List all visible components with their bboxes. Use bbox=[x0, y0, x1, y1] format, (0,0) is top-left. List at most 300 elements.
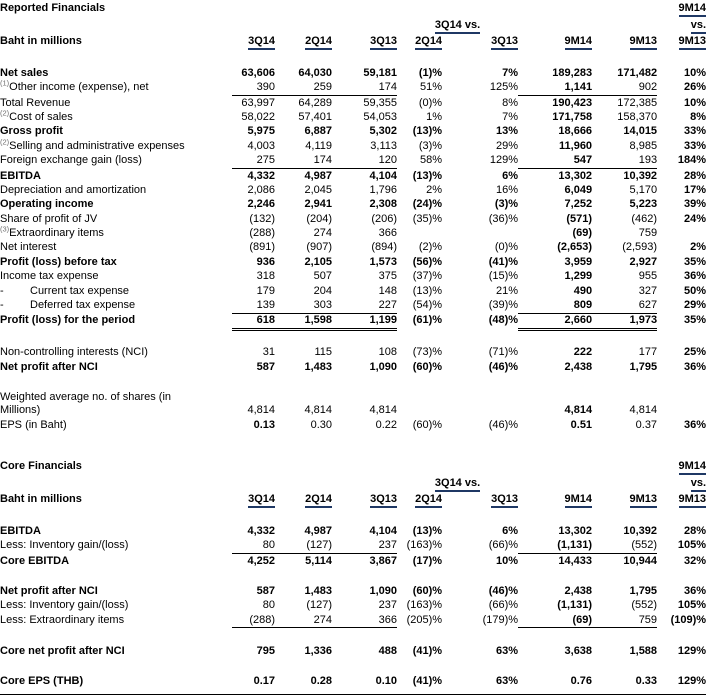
cell-2q14: 303 bbox=[275, 298, 332, 313]
cell-9m14: 2,438 bbox=[564, 360, 593, 373]
row-label-text: Operating income bbox=[0, 198, 94, 211]
cell-2q14: (127) bbox=[275, 538, 332, 553]
cell-9m14-vs-9m13: 36% bbox=[684, 418, 706, 431]
row-label-text: Core EPS (THB) bbox=[0, 675, 84, 688]
cell-2q14-vs: (17)% bbox=[412, 554, 443, 567]
col-header-9m14: 9M14 bbox=[518, 492, 592, 512]
cell-3q13-vs: 16% bbox=[496, 183, 519, 196]
cell-3q13-vs: 63% bbox=[496, 644, 519, 657]
col-header-2q14-vs: 2Q14 bbox=[397, 492, 442, 512]
cell-9m14-vs-9m13: 33% bbox=[684, 139, 706, 152]
cell-2q14: 64,030 bbox=[298, 66, 332, 79]
cell-9m13: 1,795 bbox=[629, 360, 658, 373]
cell-3q13-vs: (3)% bbox=[494, 198, 519, 211]
table-row bbox=[0, 553, 706, 568]
cell-3q14: 4,252 bbox=[247, 554, 275, 567]
footnote-marker: (2) bbox=[0, 108, 10, 118]
row-label bbox=[0, 584, 232, 598]
row-label bbox=[0, 613, 232, 628]
table-row bbox=[0, 346, 706, 360]
row-label-text: Total Revenue bbox=[0, 96, 71, 109]
cell-3q13: 174 bbox=[332, 80, 397, 95]
cell-3q14: 63,606 bbox=[241, 66, 275, 79]
cell-3q13-vs: 129% bbox=[489, 154, 519, 167]
table-row bbox=[0, 212, 706, 226]
table-row bbox=[0, 418, 706, 432]
row-label bbox=[0, 198, 232, 212]
table-row bbox=[0, 524, 706, 538]
cell-2q14-vs: (13)% bbox=[412, 125, 443, 138]
cell-2q14: 1,483 bbox=[304, 360, 332, 373]
cell-2q14: 4,119 bbox=[305, 139, 332, 152]
cell-2q14: 1,483 bbox=[304, 585, 332, 598]
cell-3q14: 318 bbox=[256, 270, 275, 283]
col-header-9m13: 9M13 bbox=[592, 492, 657, 512]
cell-2q14-vs: (37)% bbox=[412, 270, 443, 283]
cell-3q14: (288) bbox=[232, 613, 275, 628]
cell-3q13-vs: 125% bbox=[489, 81, 519, 94]
row-label-text: Profit (loss) for the period bbox=[0, 314, 136, 327]
cell-2q14-vs: (2)% bbox=[418, 241, 443, 254]
cell-9m14: (571) bbox=[566, 212, 593, 225]
row-label bbox=[0, 153, 232, 168]
table-row bbox=[0, 226, 706, 240]
cell-9m14: 3,638 bbox=[564, 644, 593, 657]
cell-9m13: 193 bbox=[592, 153, 657, 168]
compare-header-row bbox=[0, 18, 706, 34]
cell-9m13: 8,985 bbox=[629, 139, 658, 152]
row-label-text: Cost of sales bbox=[9, 110, 73, 123]
cell-9m13: 14,015 bbox=[623, 125, 658, 138]
cell-2q14-vs: (1)% bbox=[418, 66, 443, 79]
row-label-text: Core net profit after NCI bbox=[0, 644, 125, 657]
cell-3q13: 3,867 bbox=[369, 554, 397, 567]
row-label bbox=[0, 524, 232, 538]
vs-header-bottom: 9M13 bbox=[657, 492, 706, 512]
cell-3q13-vs: (71)% bbox=[488, 346, 519, 359]
cell-3q13: 5,302 bbox=[369, 125, 397, 138]
row-label bbox=[0, 418, 232, 432]
cell-3q14: 2,246 bbox=[247, 198, 275, 211]
cell-9m14-vs-9m13: 25% bbox=[684, 346, 706, 359]
row-label-text: Net sales bbox=[0, 66, 49, 79]
cell-2q14-vs: 2% bbox=[426, 183, 443, 196]
cell-3q14: 587 bbox=[256, 360, 275, 373]
cell-9m13: 5,170 bbox=[629, 183, 658, 196]
cell-2q14-vs: (60)% bbox=[412, 418, 443, 431]
cell-3q13: 237 bbox=[332, 538, 397, 553]
cell-3q14: (288) bbox=[249, 227, 275, 240]
cell-3q13-vs: (66)% bbox=[488, 599, 519, 612]
cell-2q14: 259 bbox=[275, 80, 332, 95]
cell-3q13-vs: 8% bbox=[502, 96, 519, 109]
row-label-text: Weighted average no. of shares (in Millions) bbox=[0, 391, 172, 417]
cell-9m13: 158,370 bbox=[617, 110, 658, 123]
cell-3q14: 4,332 bbox=[247, 169, 275, 182]
spacer-row bbox=[0, 628, 706, 644]
table-row bbox=[0, 125, 706, 139]
row-label bbox=[0, 139, 232, 153]
core-financials-table bbox=[0, 458, 706, 689]
cell-2q14-vs: (60)% bbox=[412, 585, 443, 598]
header-gap bbox=[0, 512, 706, 524]
cell-3q13: 4,814 bbox=[369, 404, 397, 417]
row-label bbox=[0, 269, 232, 283]
cell-9m13: 171,482 bbox=[617, 66, 658, 79]
cell-9m14-vs-9m13: (109)% bbox=[670, 613, 706, 626]
cell-9m14-vs-9m13 bbox=[657, 390, 706, 417]
row-label-text: Selling and administrative expenses bbox=[9, 139, 185, 152]
cell-2q14-vs bbox=[397, 226, 442, 240]
cell-3q13: (894) bbox=[371, 241, 397, 254]
header-gap bbox=[0, 54, 706, 66]
col-header-3q13-vs: 3Q13 bbox=[442, 34, 518, 54]
row-label bbox=[0, 644, 232, 658]
cell-9m13: (552) bbox=[592, 538, 657, 553]
cell-9m14-vs-9m13: 17% bbox=[684, 183, 706, 196]
row-label-text: Depreciation and amortization bbox=[0, 183, 147, 196]
reported-rows-body bbox=[0, 66, 706, 432]
cell-3q13-vs: 6% bbox=[502, 169, 519, 182]
cell-2q14: 115 bbox=[314, 346, 332, 359]
cell-3q13: 0.22 bbox=[375, 418, 397, 431]
cell-3q13-vs: (41)% bbox=[488, 255, 519, 268]
cell-2q14: 64,289 bbox=[298, 96, 332, 109]
row-label bbox=[0, 538, 232, 553]
cell-3q14: 4,003 bbox=[247, 139, 275, 152]
row-label bbox=[0, 553, 232, 568]
cell-2q14: 174 bbox=[275, 153, 332, 168]
cell-3q13: 375 bbox=[378, 270, 397, 283]
row-label-text: Profit (loss) before tax bbox=[0, 255, 117, 268]
cell-3q13: 59,355 bbox=[363, 96, 397, 109]
row-label bbox=[0, 110, 232, 124]
cell-3q13-vs: 7% bbox=[502, 110, 519, 123]
cell-3q13-vs: (48)% bbox=[488, 314, 519, 327]
cell-3q13: 1,573 bbox=[369, 255, 397, 268]
cell-9m14: (2,653) bbox=[557, 241, 593, 254]
cell-9m13: 955 bbox=[638, 270, 658, 283]
cell-9m13: 627 bbox=[592, 298, 657, 313]
cell-9m14-vs-9m13: 10% bbox=[684, 66, 706, 79]
table-row bbox=[0, 198, 706, 212]
cell-3q13-vs: 10% bbox=[496, 554, 519, 567]
cell-3q13-vs bbox=[442, 226, 518, 240]
core-rows-body bbox=[0, 524, 706, 689]
vs-header-mid: vs. bbox=[657, 18, 706, 34]
cell-9m14-vs-9m13: 28% bbox=[684, 524, 706, 537]
table-row bbox=[0, 255, 706, 269]
cell-2q14-vs: (41)% bbox=[412, 644, 443, 657]
cell-2q14: 274 bbox=[313, 227, 332, 240]
cell-9m14: 11,960 bbox=[559, 139, 593, 152]
cell-3q14: 275 bbox=[232, 153, 275, 168]
cell-2q14-vs: (54)% bbox=[412, 299, 443, 312]
table-row bbox=[0, 313, 706, 329]
row-label bbox=[0, 226, 232, 240]
cell-3q14: 795 bbox=[256, 644, 275, 657]
row-label bbox=[0, 212, 232, 226]
cell-2q14: 4,814 bbox=[304, 404, 332, 417]
cell-9m14: 1,299 bbox=[564, 270, 593, 283]
unit-label: Baht in millions bbox=[0, 492, 82, 505]
table-row bbox=[0, 241, 706, 255]
cell-9m14-vs-9m13: 105% bbox=[677, 599, 706, 612]
cell-3q13: 1,090 bbox=[369, 585, 397, 598]
row-label bbox=[0, 284, 232, 298]
table-row bbox=[0, 298, 706, 313]
cell-3q13: 366 bbox=[332, 613, 397, 628]
cell-9m14-vs-9m13: 36% bbox=[684, 270, 706, 283]
cell-3q13: 120 bbox=[332, 153, 397, 168]
cell-3q13-vs: (39)% bbox=[488, 299, 519, 312]
cell-9m14: 1,141 bbox=[518, 80, 592, 95]
row-label bbox=[0, 66, 232, 80]
cell-9m14-vs-9m13: 35% bbox=[684, 255, 706, 268]
section-title-row bbox=[0, 0, 706, 18]
col-header-3q13: 3Q13 bbox=[332, 492, 397, 512]
cell-3q14: 5,975 bbox=[247, 125, 275, 138]
cell-9m13: 10,944 bbox=[623, 554, 658, 567]
row-label-text: Non-controlling interests (NCI) bbox=[0, 346, 148, 359]
cell-9m13: (462) bbox=[631, 212, 658, 225]
cell-3q13: 4,104 bbox=[369, 169, 397, 182]
cell-2q14-vs: (35)% bbox=[412, 212, 443, 225]
row-label-text: Other income (expense), net bbox=[9, 81, 149, 94]
cell-2q14-vs: (73)% bbox=[412, 346, 443, 359]
table-row bbox=[0, 538, 706, 553]
cell-9m14: (69) bbox=[572, 227, 593, 240]
cell-9m14: 18,666 bbox=[558, 125, 593, 138]
cell-9m14: (1,131) bbox=[557, 599, 593, 612]
cell-9m13: 2,927 bbox=[629, 255, 658, 268]
cell-2q14-vs: 1% bbox=[426, 110, 443, 123]
cell-3q13-vs: 63% bbox=[496, 675, 519, 688]
cell-9m13: 1,973 bbox=[592, 313, 657, 329]
cell-9m14: 2,660 bbox=[518, 313, 592, 329]
table-row bbox=[0, 360, 706, 374]
col-header-3q13: 3Q13 bbox=[332, 34, 397, 54]
cell-3q13: 227 bbox=[332, 298, 397, 313]
cell-3q13: 488 bbox=[378, 644, 397, 657]
spacer-row bbox=[0, 658, 706, 674]
cell-2q14: 507 bbox=[313, 270, 332, 283]
cell-2q14-vs: (41)% bbox=[412, 675, 443, 688]
cell-9m14: 0.76 bbox=[570, 675, 593, 688]
row-label bbox=[0, 298, 232, 313]
cell-3q13: 2,308 bbox=[369, 198, 397, 211]
cell-2q14: 5,114 bbox=[305, 554, 332, 567]
cell-9m14-vs-9m13: 29% bbox=[684, 299, 706, 312]
table-row bbox=[0, 674, 706, 688]
row-label-text: Share of profit of JV bbox=[0, 212, 98, 225]
cell-3q14: 63,997 bbox=[241, 96, 275, 109]
cell-2q14-vs: (13)% bbox=[412, 284, 443, 297]
section-title: Reported Financials bbox=[0, 2, 106, 14]
row-label-text: Less: Extraordinary items bbox=[0, 613, 125, 626]
cell-2q14-vs: (163)% bbox=[406, 599, 443, 612]
cell-3q13: 0.10 bbox=[375, 675, 397, 688]
column-header-row bbox=[0, 34, 706, 54]
cell-3q13-vs: (46)% bbox=[488, 418, 519, 431]
cell-9m13: 1,795 bbox=[629, 585, 658, 598]
cell-2q14: 2,045 bbox=[304, 183, 332, 196]
cell-9m14-vs-9m13: 35% bbox=[684, 314, 706, 327]
vs-header-top: 9M14 bbox=[657, 0, 706, 18]
cell-3q14: 4,814 bbox=[247, 404, 275, 417]
row-label-text: Deferred tax expense bbox=[30, 299, 136, 312]
cell-9m14-vs-9m13 bbox=[657, 226, 706, 240]
cell-3q13-vs: 7% bbox=[502, 66, 519, 79]
cell-3q13: 3,113 bbox=[370, 139, 397, 152]
cell-3q14: 390 bbox=[232, 80, 275, 95]
cell-3q14: 0.17 bbox=[253, 675, 275, 688]
cell-3q14: 80 bbox=[232, 538, 275, 553]
row-label-text: Net profit after NCI bbox=[0, 585, 98, 598]
cell-9m14: 14,433 bbox=[558, 554, 593, 567]
cell-3q13: 1,796 bbox=[369, 183, 397, 196]
cell-2q14: (127) bbox=[306, 599, 332, 612]
cell-9m14: 2,438 bbox=[564, 585, 593, 598]
cell-9m14-vs-9m13: 8% bbox=[690, 110, 706, 123]
cell-2q14-vs: (13)% bbox=[412, 524, 443, 537]
row-label bbox=[0, 168, 232, 183]
cell-3q13: 237 bbox=[378, 599, 397, 612]
table-row bbox=[0, 168, 706, 183]
dash-bullet: - bbox=[0, 299, 4, 312]
col-header-2q14-vs: 2Q14 bbox=[397, 34, 442, 54]
cell-9m14-vs-9m13: 26% bbox=[684, 81, 706, 94]
row-label bbox=[0, 125, 232, 139]
cell-2q14: 2,941 bbox=[304, 198, 332, 211]
table-row bbox=[0, 584, 706, 598]
cell-2q14: 274 bbox=[275, 613, 332, 628]
cell-9m13: 902 bbox=[592, 80, 657, 95]
table-row bbox=[0, 110, 706, 124]
cell-9m13: 4,814 bbox=[629, 404, 658, 417]
cell-9m14-vs-9m13: 28% bbox=[684, 169, 706, 182]
cell-3q14: (132) bbox=[249, 212, 275, 225]
row-label-text: EBITDA bbox=[0, 169, 41, 182]
row-label-text: Net interest bbox=[0, 241, 57, 254]
cell-2q14: 0.28 bbox=[310, 675, 332, 688]
cell-3q13: 1,199 bbox=[332, 313, 397, 329]
cell-9m14-vs-9m13: 184% bbox=[677, 154, 706, 167]
footnote-marker: (1) bbox=[0, 78, 10, 88]
cell-3q13-vs: (66)% bbox=[488, 539, 519, 552]
row-label bbox=[0, 346, 232, 360]
cell-3q14: 2,086 bbox=[247, 183, 275, 196]
row-label bbox=[0, 80, 232, 95]
cell-9m14-vs-9m13: 32% bbox=[684, 554, 706, 567]
dash-bullet: - bbox=[0, 284, 4, 297]
column-header-row bbox=[0, 492, 706, 512]
cell-3q13: 366 bbox=[378, 227, 397, 240]
row-label-text: Foreign exchange gain (loss) bbox=[0, 154, 142, 167]
unit-label: Baht in millions bbox=[0, 34, 82, 47]
cell-9m14: (1,131) bbox=[518, 538, 592, 553]
cell-3q13-vs: 13% bbox=[496, 125, 519, 138]
cell-3q13: 1,090 bbox=[369, 360, 397, 373]
cell-9m14: 190,423 bbox=[552, 96, 593, 109]
row-label-text: Income tax expense bbox=[0, 270, 99, 283]
cell-3q13: 108 bbox=[378, 346, 397, 359]
table-row bbox=[0, 269, 706, 283]
cell-9m14-vs-9m13: 10% bbox=[684, 96, 706, 109]
cell-3q14: 936 bbox=[256, 255, 275, 268]
cell-3q13: (206) bbox=[371, 212, 397, 225]
row-label-text: Gross profit bbox=[0, 125, 63, 138]
row-label bbox=[0, 95, 232, 110]
col-header-3q13-vs: 3Q13 bbox=[442, 492, 518, 512]
cell-9m14: 7,252 bbox=[564, 198, 593, 211]
cell-9m14-vs-9m13: 36% bbox=[684, 585, 706, 598]
row-label-text: Extraordinary items bbox=[9, 227, 104, 240]
spacer-row bbox=[0, 374, 706, 390]
col-header-2q14: 2Q14 bbox=[275, 492, 332, 512]
table-row bbox=[0, 284, 706, 298]
table-row bbox=[0, 153, 706, 168]
col-header-9m14: 9M14 bbox=[518, 34, 592, 54]
cell-9m14-vs-9m13: 2% bbox=[690, 241, 706, 254]
table-row bbox=[0, 644, 706, 658]
cell-3q13: 148 bbox=[378, 284, 397, 297]
cell-2q14-vs: (60)% bbox=[412, 360, 443, 373]
cell-3q13: 59,181 bbox=[363, 66, 397, 79]
cell-2q14: 6,887 bbox=[304, 125, 332, 138]
cell-9m14-vs-9m13: 105% bbox=[677, 539, 706, 552]
vs-header-top: 9M14 bbox=[657, 458, 706, 476]
cell-2q14: (204) bbox=[306, 212, 332, 225]
table-row bbox=[0, 183, 706, 197]
cell-2q14-vs: (3)% bbox=[418, 139, 443, 152]
row-label-text: EBITDA bbox=[0, 524, 41, 537]
row-label-text: EPS (in Baht) bbox=[0, 418, 67, 431]
cell-9m14-vs-9m13: 33% bbox=[684, 125, 706, 138]
cell-2q14: 1,598 bbox=[275, 313, 332, 329]
cell-3q13-vs: 21% bbox=[496, 284, 519, 297]
cell-9m14-vs-9m13: 36% bbox=[684, 360, 706, 373]
cell-2q14-vs bbox=[397, 390, 442, 417]
section-title-row bbox=[0, 458, 706, 476]
cell-3q14: 4,332 bbox=[247, 524, 275, 537]
cell-9m14-vs-9m13: 129% bbox=[677, 675, 706, 688]
compare-header-row bbox=[0, 476, 706, 492]
col-header-2q14: 2Q14 bbox=[275, 34, 332, 54]
row-label bbox=[0, 599, 232, 613]
cell-9m13: 759 bbox=[592, 613, 657, 628]
cell-3q13-vs: 6% bbox=[502, 524, 519, 537]
cell-9m14-vs-9m13: 24% bbox=[684, 212, 706, 225]
cell-2q14: 0.30 bbox=[310, 418, 332, 431]
table-row bbox=[0, 66, 706, 80]
cell-9m13: 5,223 bbox=[629, 198, 658, 211]
cell-2q14: (907) bbox=[306, 241, 332, 254]
row-label-text: Net profit after NCI bbox=[0, 360, 98, 373]
cell-3q13: 4,104 bbox=[369, 524, 397, 537]
cell-3q14: 179 bbox=[256, 284, 275, 297]
row-label bbox=[0, 241, 232, 255]
cell-3q13-vs: (0)% bbox=[494, 241, 519, 254]
cell-9m14: 189,283 bbox=[552, 66, 593, 79]
cell-9m14: 809 bbox=[518, 298, 592, 313]
cell-9m13: 327 bbox=[638, 284, 658, 297]
row-label-text: Core EBITDA bbox=[0, 554, 70, 567]
col-header-3q14: 3Q14 bbox=[232, 34, 275, 54]
cell-9m14: 4,814 bbox=[564, 404, 593, 417]
cell-9m13: 0.37 bbox=[635, 418, 658, 431]
cell-3q13-vs: (36)% bbox=[488, 212, 519, 225]
